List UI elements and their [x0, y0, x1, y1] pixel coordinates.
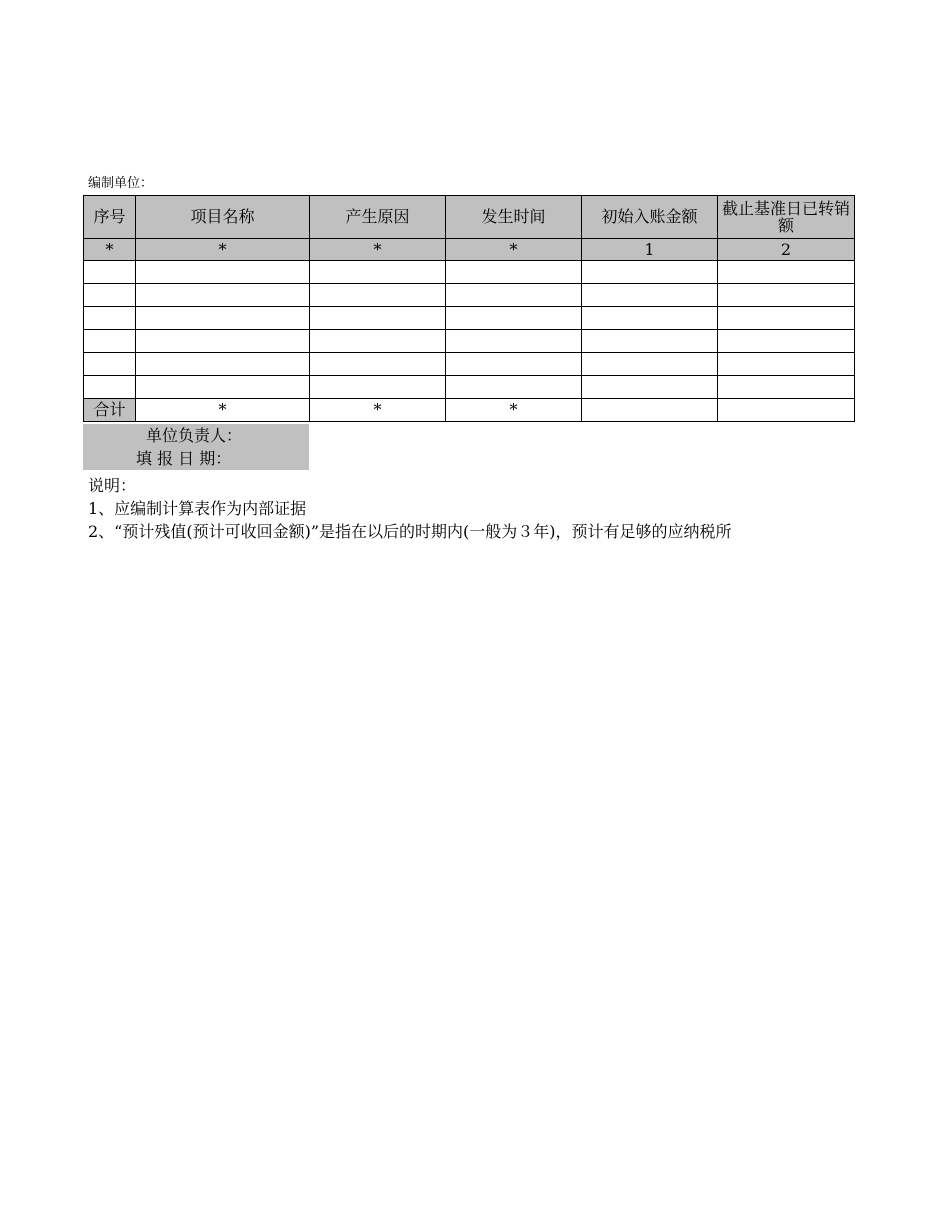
table-cell[interactable] [136, 330, 310, 353]
table-cell[interactable] [446, 330, 582, 353]
notes [88, 474, 854, 543]
table-cell[interactable] [310, 261, 446, 284]
table-row [84, 261, 855, 284]
table-cell[interactable] [84, 284, 136, 307]
table-cell[interactable] [582, 376, 718, 399]
table-row [84, 353, 855, 376]
total-row [84, 399, 855, 422]
table-cell[interactable] [582, 284, 718, 307]
code-row [84, 239, 855, 261]
table-cell[interactable] [310, 376, 446, 399]
table-row [84, 330, 855, 353]
total-cell: * [446, 399, 582, 422]
table-cell[interactable] [136, 353, 310, 376]
table-cell[interactable] [84, 261, 136, 284]
table-cell[interactable] [582, 353, 718, 376]
note-item: 2、“预计残值(预计可收回金额)”是指在以后的时期内(一般为３年)，预计有足够的应纳税所 [88, 522, 732, 541]
table-cell[interactable] [136, 284, 310, 307]
table-cell[interactable] [446, 261, 582, 284]
code-cell: 2 [718, 239, 855, 261]
header-cell-written-off: 截止基准日已转销额 [718, 196, 855, 239]
table-cell[interactable] [582, 307, 718, 330]
table-cell[interactable] [310, 284, 446, 307]
header-cell-time: 发生时间 [446, 196, 582, 239]
table-cell[interactable] [136, 376, 310, 399]
total-cell: * [136, 399, 310, 422]
table-row [84, 307, 855, 330]
header-cell-cause: 产生原因 [310, 196, 446, 239]
unit-label: 编制单位： [88, 176, 154, 191]
report-table [83, 195, 855, 422]
table-cell[interactable] [84, 330, 136, 353]
total-cell-initial-amount[interactable] [582, 399, 718, 422]
table-cell[interactable] [718, 307, 855, 330]
table-cell[interactable] [310, 330, 446, 353]
header-cell-item-name: 项目名称 [136, 196, 310, 239]
table-cell[interactable] [718, 261, 855, 284]
table-cell[interactable] [582, 261, 718, 284]
code-cell: * [84, 239, 136, 261]
table-cell[interactable] [310, 353, 446, 376]
signature-block [83, 424, 309, 470]
code-cell: * [136, 239, 310, 261]
table-cell[interactable] [84, 353, 136, 376]
responsible-person-label: 单位负责人： [146, 426, 243, 445]
table-cell[interactable] [582, 330, 718, 353]
table-cell[interactable] [446, 376, 582, 399]
total-cell-written-off[interactable] [718, 399, 855, 422]
table-cell[interactable] [718, 353, 855, 376]
notes-title: 说明： [88, 476, 137, 495]
table-cell[interactable] [84, 376, 136, 399]
table-cell[interactable] [718, 284, 855, 307]
table-cell[interactable] [446, 307, 582, 330]
header-row [84, 196, 855, 239]
total-label: 合计 [84, 399, 136, 422]
table-cell[interactable] [310, 307, 446, 330]
header-cell-initial-amount: 初始入账金额 [582, 196, 718, 239]
code-cell: * [310, 239, 446, 261]
header-cell-index: 序号 [84, 196, 136, 239]
code-cell: * [446, 239, 582, 261]
table-row [84, 284, 855, 307]
fill-date-label: 填 报 日 期： [136, 449, 232, 468]
table-cell[interactable] [718, 330, 855, 353]
table-cell[interactable] [84, 307, 136, 330]
table-cell[interactable] [446, 353, 582, 376]
table-cell[interactable] [136, 261, 310, 284]
total-cell: * [310, 399, 446, 422]
table-cell[interactable] [446, 284, 582, 307]
note-item: 1、应编制计算表作为内部证据 [88, 499, 307, 518]
table-cell[interactable] [136, 307, 310, 330]
table-cell[interactable] [718, 376, 855, 399]
table-row [84, 376, 855, 399]
code-cell: 1 [582, 239, 718, 261]
